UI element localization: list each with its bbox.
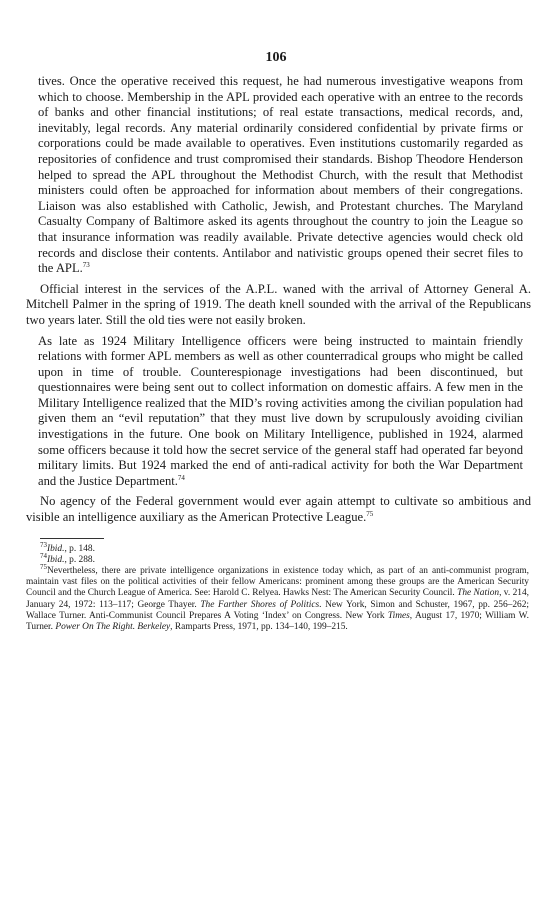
footnote-source: Ibid. [47, 554, 65, 565]
page-number: 106 [265, 50, 287, 65]
footnote-74 [26, 551, 531, 566]
footnote-text: , v. 214, January 24, 1972: 113–117; George Thayer. [26, 588, 530, 610]
footnote-ref: 74 [177, 473, 185, 482]
footnote-source: Ibid. [47, 543, 65, 554]
block-quote-text: As late as 1924 Military Intelligence officers were being instructed to maintain friendly relations with former APL members as well as other counterradical groups who might be called upon in time of trouble. Counterespionage investigations had been discontinued, but questionnaires were being sent out to collect information on domestic affairs. A few men in the Military Intelligence realized that the MID’s roving activities among the civilian population had given them an “evil reputation” that they must live down by scrupulously avoiding civilian investigations in the future. One book on Military Intelligence, published in 1924, alarmed some officers because it told how the secret service of the general staff had operated far beyond military limits. But 1924 marked the end of anti-radical activity for both the War Department and the Justice Department. [38, 333, 523, 488]
footnote-text: , August 17, 1970; William W. Turner. [26, 610, 530, 633]
body-paragraph [26, 494, 531, 525]
page-body [26, 74, 531, 633]
footnote-text: , Ramparts Press, 1971, pp. 134–140, 199–215. [170, 622, 348, 633]
footnote-number: 73 [40, 540, 47, 549]
footnote-text: , p. 148. [64, 543, 95, 554]
footnote-number: 74 [40, 551, 47, 560]
footnote-divider [40, 538, 104, 539]
footnote-75 [26, 562, 531, 633]
footnote-title: The Nation [457, 588, 500, 599]
footnote-text: , p. 288. [64, 554, 95, 565]
body-paragraph-text: No agency of the Federal government would ever again attempt to cultivate so ambitious and visible an intelligence auxiliary as the American Protective League. [26, 494, 531, 525]
footnote-73 [26, 540, 531, 555]
footnote-number: 75 [40, 562, 47, 571]
footnote-text: . New York, Simon and Schuster, 1967, pp. 256–262; Wallace Turner. Anti-Communist Council Prepares A Voting ‘Index’ on Congress. New York [26, 599, 529, 621]
footnote-text: Nevertheless, there are private intelligence organizations in existence today which, as part of an anti-communist program, maintain vast files on the political activities of their fellow Americans: prominent among these groups are the American Security Council and the Church League of America. See: Harold C. Relyea. Hawks Nest: The American Security Council. [26, 566, 529, 599]
footnote-ref: 73 [82, 260, 90, 269]
block-quote-text: tives. Once the operative received this request, he had numerous investigative weapons from which to choose. Membership in the APL provided each operative with an entree to the records of banks and other financial institutions; of real estate transactions, medical records, and, inevitably, legal records. Any material ordinarily considered confidential by private firms or corporations could be made available to operatives. Even institutions customarily regarded as repositories of confidence and trust compromised their standards. Bishop Theodore Henderson helped to spread the APL throughout the Methodist Church, with the result that Methodist ministers could often be approached for information about members of their congregations. Liaison was also established with Catholic, Jewish, and Protestant churches. The Maryland Casualty Company of Baltimore asked its agents throughout the country to join the League so that insurance information was readily available. Private detective agencies would check old records and disclose their contents. Antilabor and nativistic groups opened their secret files to the APL. [38, 74, 523, 276]
footnote-title: The Farther Shores of Politics [200, 599, 320, 610]
body-paragraph: Official interest in the services of the A.P.L. waned with the arrival of Attorney General A. Mitchell Palmer in the spring of 1919. The death knell sounded with the arrival of the Republicans two years later. Still the old ties were not easily broken. [26, 281, 531, 327]
footnote-title: Power On The Right. Berkeley [55, 622, 171, 633]
footnote-title: Times [387, 610, 410, 621]
footnote-ref: 75 [366, 509, 374, 518]
block-quote [26, 74, 531, 277]
block-quote [26, 334, 531, 490]
